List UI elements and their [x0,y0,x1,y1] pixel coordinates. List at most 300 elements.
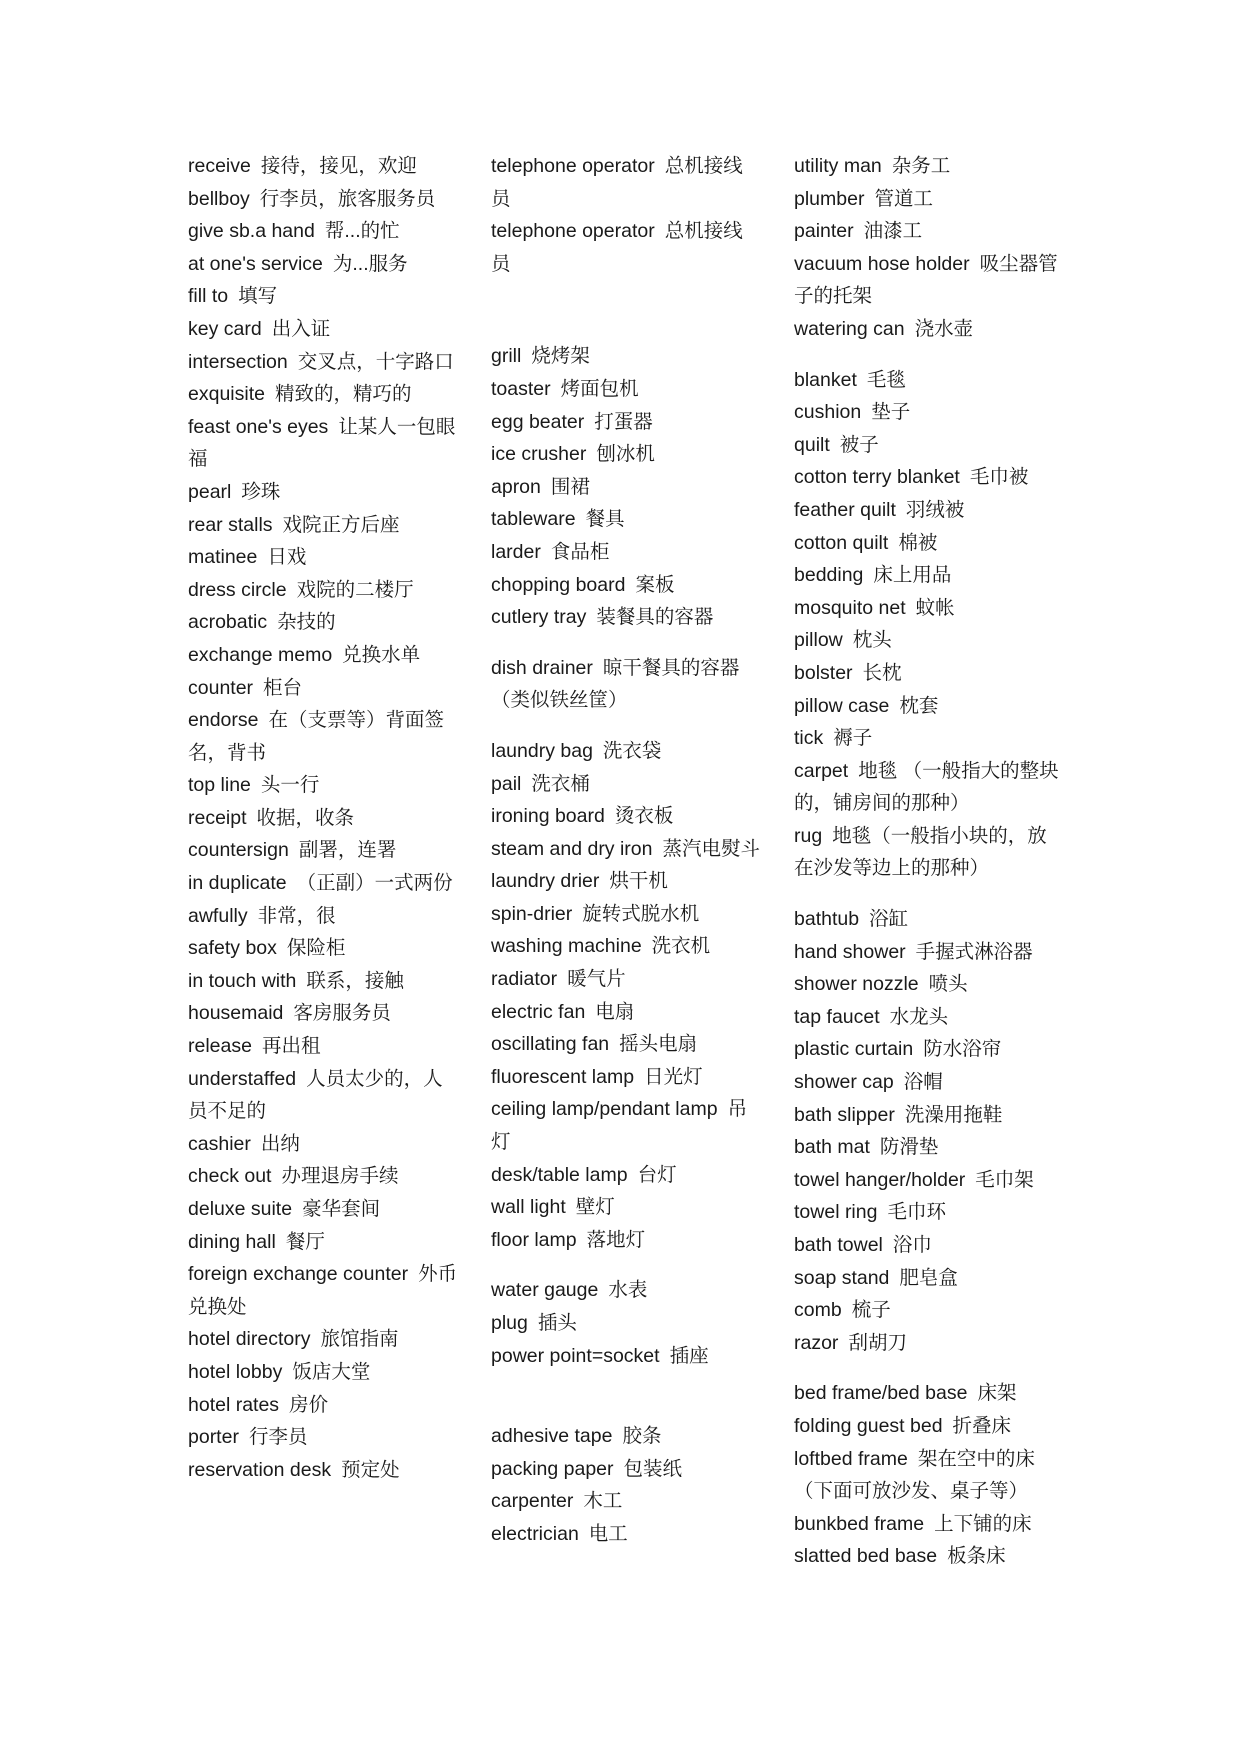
english-term: oscillating fan [491,1033,610,1056]
vocabulary-entry [491,1340,761,1373]
english-term: give sb.a hand [188,220,315,243]
vocabulary-entry [794,657,1064,690]
english-term: shower nozzle [794,973,919,996]
vocabulary-entry [188,411,458,476]
vocabulary-entry [188,834,458,867]
english-term: in touch with [188,969,297,992]
chinese-meaning: 非常，很 [257,904,336,927]
vocabulary-entry [794,1229,1064,1262]
vocabulary-entry [794,559,1064,592]
english-term: dining hall [188,1230,276,1253]
chinese-meaning: 烧烤架 [531,345,590,368]
vocabulary-entry [188,1258,458,1323]
english-term: laundry bag [491,739,593,762]
english-term: radiator [491,968,558,991]
vocabulary-entry [188,932,458,965]
english-term: cashier [188,1132,251,1155]
vocabulary-entry [491,898,761,931]
english-term: utility man [794,155,882,177]
chinese-meaning: 在（支票等）背面签名，背书 [188,709,444,764]
chinese-meaning: 洗澡用拖鞋 [904,1103,1003,1126]
vocabulary-entry [491,601,761,634]
english-term: quilt [794,433,830,456]
chinese-meaning: 床架 [977,1382,1017,1405]
english-term: exquisite [188,383,265,406]
vocabulary-entry [491,800,761,833]
english-term: release [188,1035,252,1058]
english-term: check out [188,1165,272,1188]
chinese-meaning: 外币兑换处 [188,1263,458,1318]
chinese-meaning: 交叉点，十字路口 [297,350,454,373]
chinese-meaning: 客房服务员 [293,1002,391,1025]
chinese-meaning: 电工 [588,1522,628,1545]
english-term: plastic curtain [794,1038,914,1061]
english-term: laundry drier [491,870,600,893]
vocabulary-entry [491,865,761,898]
chinese-meaning: 戏院正方后座 [282,513,400,536]
vocabulary-entry [794,1327,1064,1360]
chinese-meaning: 副署，连署 [298,839,397,862]
chinese-meaning: 餐具 [585,508,625,531]
chinese-meaning: 旋转式脱水机 [582,902,700,925]
chinese-meaning: 饭店大堂 [292,1360,371,1383]
english-term: vacuum hose holder [794,252,970,275]
chinese-meaning: 办理退房手续 [281,1165,399,1188]
chinese-meaning: 填写 [238,285,278,308]
chinese-meaning: 胶条 [622,1425,662,1448]
english-term: cotton terry blanket [794,466,960,489]
english-term: at one's service [188,252,323,275]
chinese-meaning: 地毯（一般指小块的，放在沙发等边上的那种） [794,824,1047,880]
chinese-meaning: 吊灯 [491,1098,748,1154]
section-spacer [794,346,1064,364]
vocabulary-entry [794,1066,1064,1099]
vocabulary-entry [794,690,1064,723]
english-term: egg beater [491,410,585,433]
chinese-meaning: 帮...的忙 [324,220,400,243]
english-term: exchange memo [188,643,333,666]
chinese-meaning: 被子 [839,433,879,456]
chinese-meaning: 毛巾环 [887,1201,946,1224]
vocabulary-entry [794,592,1064,625]
vocabulary-entry [794,461,1064,494]
chinese-meaning: 让某人一包眼福 [188,415,456,471]
chinese-meaning: 行李员 [248,1426,308,1449]
english-term: hotel directory [188,1328,311,1351]
english-term: plug [491,1312,528,1334]
english-term: pillow case [794,694,890,717]
english-term: bedding [794,564,864,587]
english-term: tableware [491,508,576,531]
vocabulary-entry [794,1131,1064,1164]
chinese-meaning: 枕套 [899,694,939,717]
vocabulary-entry [188,704,458,769]
chinese-meaning: 木工 [583,1490,623,1513]
english-term: towel ring [794,1201,878,1224]
english-term: comb [794,1299,842,1322]
vocabulary-entry [491,1420,761,1453]
section-spacer [491,634,761,652]
vocabulary-entry [188,900,458,933]
chinese-meaning: 电扇 [595,1000,635,1023]
chinese-meaning: 打蛋器 [594,410,653,433]
chinese-meaning: 总机接线员 [491,220,743,275]
english-term: dish drainer [491,656,593,679]
section-spacer [491,1256,761,1274]
chinese-meaning: 暖气片 [567,968,626,991]
chinese-meaning: 肥皂盒 [899,1266,958,1289]
section-spacer [491,280,761,340]
vocabulary-entry [491,768,761,801]
english-term: dress circle [188,578,287,601]
vocabulary-entry [188,280,458,313]
english-term: mosquito net [794,596,906,619]
english-term: endorse [188,709,259,732]
vocabulary-entry [491,1191,761,1224]
vocabulary-entry [491,1159,761,1192]
english-term: fluorescent lamp [491,1065,635,1088]
vocabulary-entry [188,1160,458,1193]
chinese-meaning: 晾干餐具的容器（类似铁丝筐） [491,656,740,712]
english-term: spin-drier [491,902,573,925]
english-term: awfully [188,904,248,927]
vocabulary-entry [794,903,1064,936]
english-term: bellboy [188,187,250,210]
english-term: ceiling lamp/pendant lamp [491,1098,718,1121]
chinese-meaning: 水表 [608,1279,648,1302]
english-term: deluxe suite [188,1198,293,1220]
chinese-meaning: 联系，接触 [306,969,404,992]
english-term: ice crusher [491,443,587,466]
vocabulary-entry [188,1226,458,1259]
english-term: safety box [188,937,277,960]
english-term: carpet [794,759,849,782]
english-term: feast one's eyes [188,415,329,438]
chinese-meaning: 防水浴帘 [923,1038,1002,1061]
english-term: telephone operator [491,155,655,177]
vocabulary-entry [794,1164,1064,1197]
english-term: top line [188,774,251,797]
vocabulary-entry [491,930,761,963]
english-term: cushion [794,401,862,424]
vocabulary-entry [188,1128,458,1161]
english-term: intersection [188,350,288,373]
vocabulary-entry [491,833,761,866]
vocabulary-entry [794,396,1064,429]
chinese-meaning: 餐厅 [285,1230,325,1253]
english-term: acrobatic [188,611,268,634]
vocabulary-column-1 [188,150,458,1486]
english-term: tap faucet [794,1005,880,1028]
chinese-meaning: 架在空中的床（下面可放沙发、桌子等） [794,1447,1035,1503]
chinese-meaning: 旅馆指南 [320,1328,399,1351]
vocabulary-entry [794,1099,1064,1132]
chinese-meaning: 收据，收条 [256,806,355,829]
english-term: plumber [794,187,865,210]
vocabulary-entry [794,429,1064,462]
chinese-meaning: 接待，接见，欢迎 [260,155,417,177]
chinese-meaning: 烤面包机 [560,377,639,400]
chinese-meaning: 插头 [537,1312,577,1334]
english-term: washing machine [491,935,642,958]
vocabulary-entry [491,735,761,768]
vocabulary-entry [188,150,458,183]
section-spacer [491,717,761,735]
section-spacer [794,1359,1064,1377]
vocabulary-entry [188,769,458,802]
vocabulary-entry [491,996,761,1029]
vocabulary-entry [188,541,458,574]
vocabulary-entry [794,1196,1064,1229]
vocabulary-entry [491,1518,761,1551]
chinese-meaning: 戏院的二楼厅 [296,578,414,601]
english-term: water gauge [491,1279,599,1302]
chinese-meaning: 壁灯 [575,1196,615,1219]
chinese-meaning: 蒸汽电熨斗 [662,837,761,860]
english-term: adhesive tape [491,1425,613,1448]
english-term: electric fan [491,1000,586,1023]
chinese-meaning: 日光灯 [644,1065,703,1088]
vocabulary-entry [491,1307,761,1340]
vocabulary-entry [794,1540,1064,1573]
vocabulary-entry [794,527,1064,560]
vocabulary-entry [794,1294,1064,1327]
vocabulary-entry [188,183,458,216]
chinese-meaning: 摇头电扇 [619,1033,698,1056]
chinese-meaning: 案板 [635,573,675,596]
english-term: cutlery tray [491,606,587,629]
chinese-meaning: 洗衣机 [651,935,711,958]
vocabulary-entry [188,802,458,835]
vocabulary-entry [491,438,761,471]
chinese-meaning: 浴巾 [892,1234,932,1256]
vocabulary-entry [188,1030,458,1063]
english-term: in duplicate [188,872,287,895]
english-term: fill to [188,285,229,308]
vocabulary-entry [188,1356,458,1389]
english-term: rear stalls [188,513,273,536]
english-term: soap stand [794,1266,890,1289]
chinese-meaning: 出入证 [271,317,331,340]
chinese-meaning: 精致的，精巧的 [274,383,412,406]
chinese-meaning: 板条床 [947,1545,1006,1568]
vocabulary-entry [794,1443,1064,1508]
vocabulary-entry [491,503,761,536]
chinese-meaning: 兑换水单 [342,643,421,666]
vocabulary-entry [188,1389,458,1422]
vocabulary-entry [491,569,761,602]
chinese-meaning: 棉被 [898,531,938,554]
english-term: grill [491,345,522,368]
english-term: toaster [491,377,551,400]
chinese-meaning: 保险柜 [286,937,346,960]
english-term: packing paper [491,1457,614,1480]
vocabulary-entry [188,215,458,248]
chinese-meaning: 出纳 [260,1132,300,1155]
english-term: chopping board [491,573,626,596]
vocabulary-entry [188,639,458,672]
vocabulary-entry [188,867,458,900]
vocabulary-entry [794,1001,1064,1034]
english-term: foreign exchange counter [188,1263,409,1286]
vocabulary-entry [188,606,458,639]
english-term: telephone operator [491,220,655,243]
english-term: feather quilt [794,498,896,521]
chinese-meaning: 头一行 [260,774,320,797]
chinese-meaning: 防滑垫 [879,1136,939,1159]
english-term: loftbed frame [794,1447,908,1470]
chinese-meaning: 食品柜 [550,540,610,563]
chinese-meaning: 落地灯 [586,1228,646,1251]
english-term: wall light [491,1196,566,1219]
vocabulary-entry [188,1193,458,1226]
english-term: hotel lobby [188,1360,283,1383]
english-term: folding guest bed [794,1414,943,1437]
vocabulary-entry [794,968,1064,1001]
chinese-meaning: 洗衣桶 [531,772,590,795]
english-term: porter [188,1426,239,1449]
vocabulary-entry [794,936,1064,969]
vocabulary-entry [794,215,1064,248]
chinese-meaning: 枕头 [852,629,892,652]
chinese-meaning: 杂务工 [891,155,951,177]
vocabulary-entry [491,215,761,280]
chinese-meaning: 围裙 [550,475,590,498]
chinese-meaning: 房价 [289,1393,329,1416]
vocabulary-entry [794,1377,1064,1410]
vocabulary-entry [188,509,458,542]
chinese-meaning: 插座 [669,1344,709,1367]
chinese-meaning: 褥子 [833,727,873,750]
chinese-meaning: 总机接线员 [491,155,743,210]
english-term: hotel rates [188,1393,280,1416]
chinese-meaning: 杂技的 [277,611,336,634]
english-term: countersign [188,839,289,862]
chinese-meaning: 人员太少的，人员不足的 [188,1067,443,1123]
english-term: bunkbed frame [794,1512,925,1535]
chinese-meaning: 行李员，旅客服务员 [259,187,436,210]
english-term: steam and dry iron [491,837,653,860]
chinese-meaning: 预定处 [341,1458,400,1481]
english-term: bath mat [794,1136,870,1159]
chinese-meaning: 折叠床 [952,1414,1012,1437]
chinese-meaning: （正副）一式两份 [296,872,453,895]
chinese-meaning: 浇水壶 [914,317,974,340]
vocabulary-entry [188,1421,458,1454]
vocabulary-entry [491,471,761,504]
vocabulary-entry [794,150,1064,183]
vocabulary-entry [188,574,458,607]
chinese-meaning: 毛毯 [866,368,906,391]
english-term: electrician [491,1522,579,1545]
chinese-meaning: 上下铺的床 [934,1512,1032,1535]
vocabulary-entry [491,536,761,569]
english-term: receive [188,155,251,177]
chinese-meaning: 为...服务 [332,252,408,275]
chinese-meaning: 珍珠 [241,480,281,503]
english-term: bolster [794,661,853,684]
vocabulary-entry [794,313,1064,346]
english-term: slatted bed base [794,1545,938,1568]
vocabulary-column-3 [794,150,1064,1573]
english-term: desk/table lamp [491,1163,628,1186]
english-term: pillow [794,629,843,652]
vocabulary-entry [188,313,458,346]
english-term: receipt [188,806,247,829]
english-term: understaffed [188,1067,297,1090]
english-term: bed frame/bed base [794,1382,968,1405]
english-term: razor [794,1331,839,1354]
section-spacer [491,1372,761,1420]
chinese-meaning: 水龙头 [889,1005,949,1028]
vocabulary-entry [794,1033,1064,1066]
english-term: bath slipper [794,1103,895,1126]
english-term: matinee [188,546,258,569]
english-term: counter [188,676,254,699]
chinese-meaning: 垫子 [871,401,911,424]
vocabulary-entry [491,963,761,996]
chinese-meaning: 蚊帐 [915,596,955,619]
english-term: bath towel [794,1234,883,1256]
chinese-meaning: 烘干机 [609,870,668,893]
chinese-meaning: 刨冰机 [596,443,655,466]
vocabulary-entry [794,364,1064,397]
chinese-meaning: 毛巾架 [975,1168,1034,1191]
chinese-meaning: 日戏 [267,546,307,569]
vocabulary-entry [794,722,1064,755]
vocabulary-entry [794,1508,1064,1541]
vocabulary-entry [491,406,761,439]
vocabulary-entry [188,1323,458,1356]
english-term: rug [794,824,823,847]
vocabulary-entry [188,248,458,281]
english-term: apron [491,475,541,498]
vocabulary-entry [794,1410,1064,1443]
vocabulary-entry [491,150,761,215]
english-term: cotton quilt [794,531,889,554]
english-term: floor lamp [491,1228,577,1251]
english-term: pearl [188,480,232,503]
vocabulary-entry [794,820,1064,885]
vocabulary-entry [491,652,761,717]
vocabulary-entry [188,997,458,1030]
chinese-meaning: 浴缸 [869,908,909,931]
english-term: reservation desk [188,1458,332,1481]
vocabulary-entry [188,476,458,509]
vocabulary-entry [188,1454,458,1487]
vocabulary-entry [794,1262,1064,1295]
vocabulary-entry [491,1224,761,1257]
chinese-meaning: 管道工 [874,187,933,210]
section-spacer [794,885,1064,903]
chinese-meaning: 洗衣袋 [602,739,662,762]
vocabulary-entry [794,183,1064,216]
vocabulary-entry [491,1061,761,1094]
english-term: tick [794,727,824,750]
chinese-meaning: 羽绒被 [905,498,965,521]
chinese-meaning: 油漆工 [863,220,923,243]
vocabulary-entry [794,624,1064,657]
english-term: watering can [794,317,905,340]
chinese-meaning: 毛巾被 [969,466,1029,489]
vocabulary-entry [188,378,458,411]
vocabulary-entry [491,1485,761,1518]
chinese-meaning: 手握式淋浴器 [915,940,1033,963]
chinese-meaning: 装餐具的容器 [596,606,714,629]
vocabulary-entry [188,346,458,379]
chinese-meaning: 梳子 [851,1299,891,1322]
chinese-meaning: 长枕 [862,661,902,684]
